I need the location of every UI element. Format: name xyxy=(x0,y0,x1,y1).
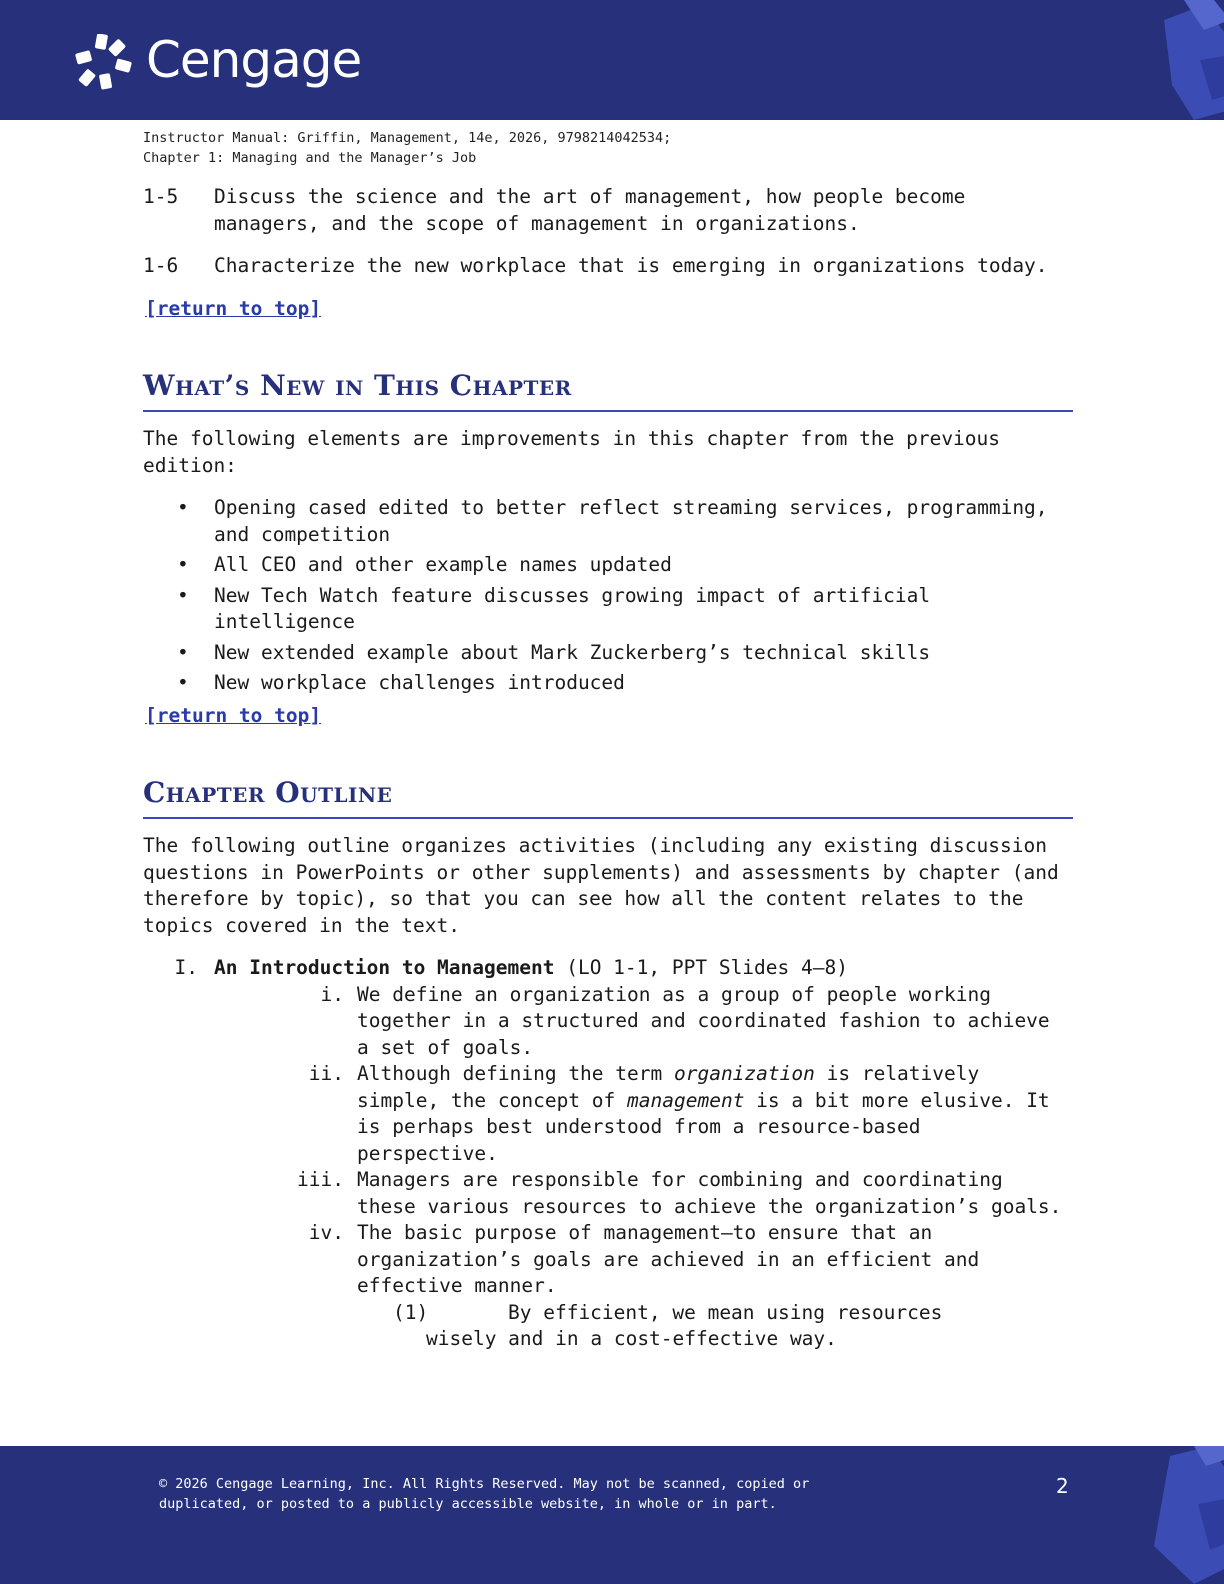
main-content xyxy=(143,184,1073,1353)
objective-number: 1-6 xyxy=(143,254,179,277)
list-item-text: Opening cased edited to better reflect streaming services, programming, and competition xyxy=(214,496,1048,546)
outline-point xyxy=(143,982,1073,1062)
outline-subpoint-continuation: wisely and in a cost-effective way. xyxy=(426,1327,837,1350)
running-head xyxy=(143,128,671,168)
outline-point-number: ii. xyxy=(308,1062,344,1085)
emphasis-term: management xyxy=(627,1088,745,1112)
text-run: is relatively simple, the concept of xyxy=(357,1062,980,1112)
list-item xyxy=(143,640,1073,667)
brand-name: Cengage xyxy=(146,31,362,89)
list-item-text: New workplace challenges introduced xyxy=(214,671,625,694)
outline-point-number: iv. xyxy=(308,1221,344,1244)
outline-point-text: The basic purpose of management—to ensure that an organization’s goals are achieved in an efficient and effective manner. xyxy=(357,1221,980,1297)
outline-section-number: I. xyxy=(174,956,198,979)
running-head-line2: Chapter 1: Managing and the Manager’s Job xyxy=(143,150,477,166)
bullet-icon: • xyxy=(177,553,189,576)
list-item xyxy=(143,670,1073,697)
objective-text: Characterize the new workplace that is emerging in organizations today. xyxy=(214,254,1048,277)
page-number: 2 xyxy=(1056,1474,1069,1498)
header-band xyxy=(0,0,1224,120)
whats-new-list xyxy=(143,495,1073,697)
outline-point-number: iii. xyxy=(297,1168,344,1191)
bullet-icon: • xyxy=(177,671,189,694)
whats-new-intro: The following elements are improvements in this chapter from the previous edition: xyxy=(143,427,1001,477)
list-item-text: New extended example about Mark Zuckerberg’s technical skills xyxy=(214,640,931,664)
outline-intro: The following outline organizes activities (including any existing discussion questions in PowerPoints or other supplements) and assessments by chapter (and therefore by topic), so that you can see how all the content relates to the topics covered in the text. xyxy=(143,834,1059,937)
decorative-shapes-icon xyxy=(1134,0,1224,120)
outline-point-text xyxy=(357,1061,1073,1167)
text-run: Although defining the term xyxy=(357,1062,674,1085)
copyright-line2: duplicated, or posted to a publicly accessible website, in whole or in part. xyxy=(159,1496,777,1512)
copyright-line1: © 2026 Cengage Learning, Inc. All Rights Reserved. May not be scanned, copied or xyxy=(159,1476,810,1492)
outline-point-text: We define an organization as a group of people working together in a structured and coordinated fashion to achieve a set of goals. xyxy=(357,982,1050,1059)
bullet-icon: • xyxy=(177,583,189,607)
decorative-shapes-icon xyxy=(1134,1446,1224,1584)
list-item xyxy=(143,552,1073,579)
outline-subpoint xyxy=(393,1300,1073,1353)
list-item-text: All CEO and other example names updated xyxy=(214,553,672,576)
objective-number: 1-5 xyxy=(143,185,179,208)
outline-point xyxy=(143,1167,1073,1220)
objective-text: Discuss the science and the art of management, how people become managers, and the scope of management in organizations. xyxy=(214,185,966,235)
outline-point xyxy=(143,1220,1073,1300)
outline-section-ref: (LO 1-1, PPT Slides 4–8) xyxy=(554,956,848,979)
list-item-text: New Tech Watch feature discusses growing impact of artificial intelligence xyxy=(214,583,931,633)
outline-section-title: An Introduction to Management xyxy=(214,956,555,979)
text-run: is a bit more elusive. It is perhaps best understood from a resource-based perspective. xyxy=(357,1088,1050,1165)
objective-item xyxy=(143,253,1073,280)
running-head-line1: Instructor Manual: Griffin, Management, 14e, 2026, 9798214042534; xyxy=(143,130,672,146)
outline-point xyxy=(143,1061,1073,1167)
list-item xyxy=(143,495,1073,548)
bullet-icon: • xyxy=(177,640,189,664)
outline-subpoint-number: (1) xyxy=(393,1300,429,1324)
return-to-top-link[interactable]: [return to top] xyxy=(145,703,322,727)
outline-point-text: Managers are responsible for combining and coordinating these various resources to achieve the organization’s goals. xyxy=(357,1168,1062,1218)
cengage-logo-icon xyxy=(74,34,134,90)
outline-section xyxy=(143,955,1073,982)
outline-list xyxy=(143,955,1073,1353)
outline-subpoint-text: By efficient, we mean using resources xyxy=(508,1300,943,1324)
list-item xyxy=(143,583,1073,636)
emphasis-term: organization xyxy=(673,1062,815,1085)
outline-point-number: i. xyxy=(320,982,344,1006)
footer-band xyxy=(0,1446,1224,1584)
bullet-icon: • xyxy=(177,496,189,519)
copyright-notice xyxy=(159,1474,809,1514)
whats-new-heading: What’s New in This Chapter xyxy=(143,366,1073,412)
objective-item xyxy=(143,184,1073,237)
return-to-top-link[interactable]: [return to top] xyxy=(145,296,322,320)
chapter-outline-heading: Chapter Outline xyxy=(143,773,1073,819)
